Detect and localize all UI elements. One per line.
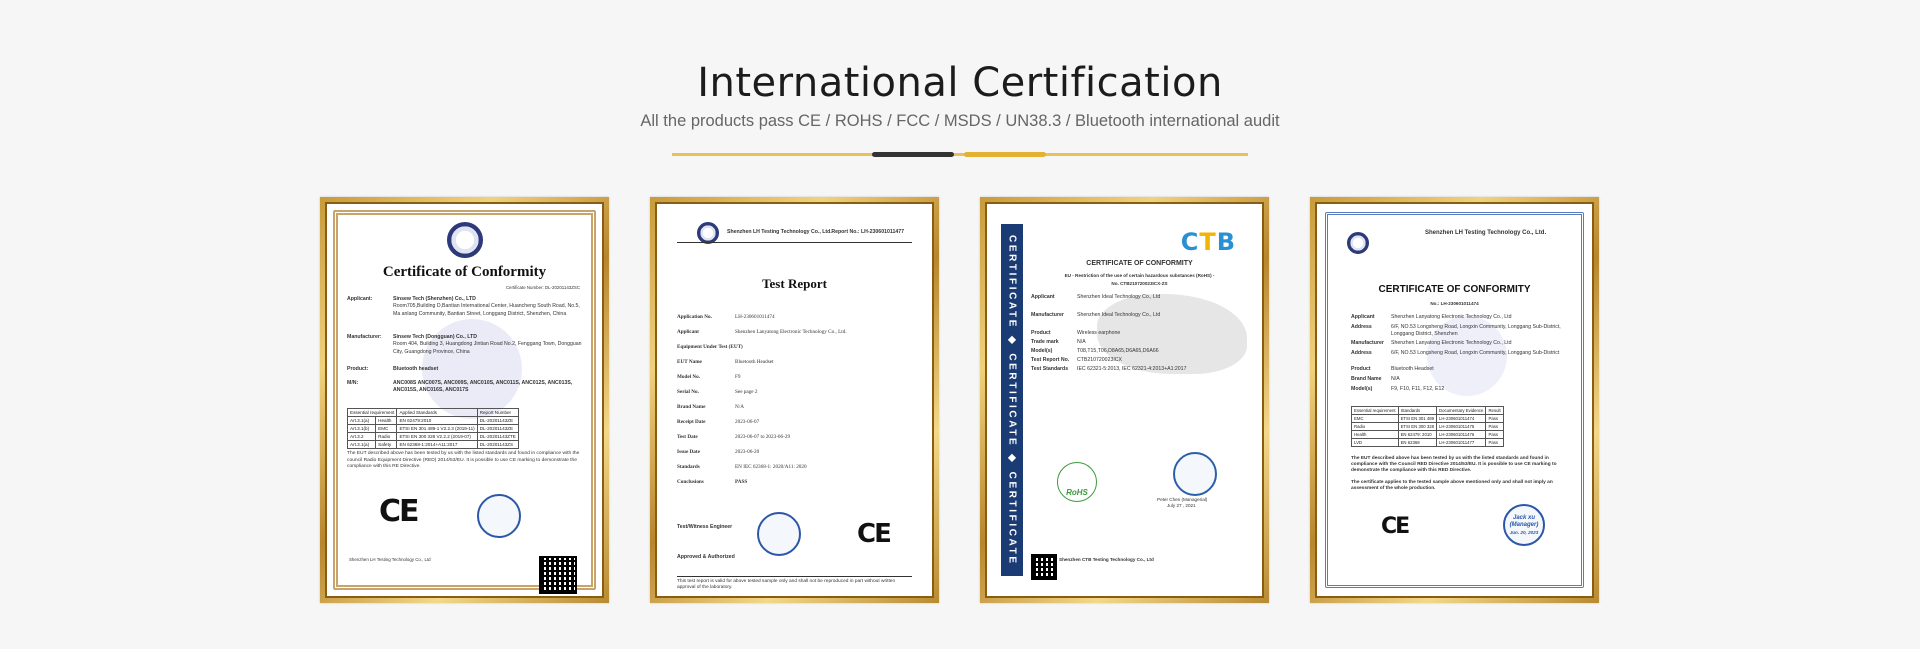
qr-code-icon bbox=[1031, 554, 1057, 580]
certificate-number: Certificate Number: DL-20201143ZSC bbox=[505, 285, 580, 290]
field-row: Model(s) T08,T15,T06,D8A65,D6A65,D6A66 bbox=[1031, 348, 1159, 354]
field-row: Applicant Shenzhen Lanyatong Electronic Technology Co., Ltd. bbox=[677, 329, 847, 335]
field-row: Brand Name N/A bbox=[677, 404, 744, 410]
field-row: Model(s) F9, F10, F11, F12, E12 bbox=[1351, 386, 1445, 392]
certificate-heading: CERTIFICATE OF CONFORMITY bbox=[1086, 260, 1193, 267]
field-row: Manufacturer Shenzhen Lanyatong Electronic Technology Co., Ltd bbox=[1351, 340, 1512, 346]
report-fields bbox=[677, 314, 912, 494]
certificate-card-4[interactable] bbox=[1310, 197, 1599, 603]
certificate-paper bbox=[985, 202, 1264, 598]
ornamental-border bbox=[1325, 212, 1584, 588]
signatory-name: Peter Chen (Managerial) bbox=[1157, 497, 1208, 502]
table-row: Health EN 62479: 2010 LH-230601011476 Pass bbox=[1352, 431, 1504, 439]
field-row: Brand Name N/A bbox=[1351, 376, 1400, 382]
field-row: Application No. LH-230601011474 bbox=[677, 314, 775, 320]
field-row: Model No. F9 bbox=[677, 374, 741, 380]
field-row: Applicant Shenzhen Lanyatong Electronic Technology Co., Ltd bbox=[1351, 314, 1512, 320]
certificate-heading: CERTIFICATE OF CONFORMITY bbox=[1378, 284, 1531, 295]
certificate-number: No. CTB210720023ICX-ZS bbox=[1111, 281, 1168, 286]
ce-mark-icon: CE bbox=[379, 494, 418, 529]
page-title: International Certification bbox=[697, 60, 1223, 106]
field-row: Applicant Shenzhen Ideal Technology Co., Ltd bbox=[1031, 294, 1161, 300]
field-row: Serial No. See page 2 bbox=[677, 389, 758, 395]
stamp-date: Jun. 20, 2023 bbox=[1509, 529, 1539, 535]
compliance-statement: The EUT described above has been tested by us with the listed standards and found in compliance with the Council RED Directive 2014/53/EU. It is possible to use CE marking to demonstrate the compliance with this RED Directive. bbox=[1351, 456, 1557, 474]
certificate-card-3[interactable] bbox=[980, 197, 1269, 603]
field-row: Trade mark N/A bbox=[1031, 339, 1086, 345]
issue-date: July 27 , 2021 bbox=[1167, 503, 1196, 508]
manufacturer-row: Manufacturer: Sinsew Tech (Dongguan) Co., LTD Room 404, Building 3, Huangdong Jintian Road No.2, Fenggang Town, Dongguan City, Guangdong Province, China bbox=[347, 334, 582, 355]
standards-table bbox=[347, 408, 519, 449]
field-row: Test Report No. CTB210720023ICX bbox=[1031, 357, 1122, 363]
report-heading: Test Report bbox=[762, 276, 827, 291]
field-row: Test Date 2023-06-07 to 2023-06-29 bbox=[677, 434, 791, 440]
applicant-row: Applicant: Sinsew Tech (Shenzhen) Co., LTD Room705,Building D,Bantian International Center, Huancheng South Road, No.5, Ma anlang Community, Bantian Street, Longgang District, Shenzhen, China bbox=[347, 296, 580, 317]
company-name: Shenzhen LH Testing Technology Co., Ltd. bbox=[727, 229, 832, 235]
field-row: Test Standards IEC 62321-5:2013, IEC 62321-4:2013+A1:2017 bbox=[1031, 366, 1187, 372]
page-subtitle: All the products pass CE / ROHS / FCC / MSDS / UN38.3 / Bluetooth international audit bbox=[640, 112, 1280, 130]
ctb-logo-icon: CTB bbox=[1180, 228, 1236, 256]
issuer-logo-icon bbox=[447, 222, 483, 258]
ce-mark-icon: CE bbox=[1381, 514, 1409, 539]
lh-testing-logo-icon bbox=[697, 222, 719, 244]
table-row: Radio ETSI EN 300 328 LH-230601011475 Pass bbox=[1352, 423, 1504, 431]
table-row: EMC ETSI EN 301 489 LH-230601011474 Pass bbox=[1352, 415, 1504, 423]
report-footer: This test report is valid for above tested sample only and shall not be reproduced in part without written approval of the laboratory. bbox=[677, 576, 912, 591]
field-row: Address 6/F, NO.53 Longsheng Road, Longxin Community, Longgang Sub-District bbox=[1351, 350, 1560, 356]
witness-label: Test/Witness Engineer bbox=[677, 524, 733, 530]
field-row: Issue Date 2023-06-20 bbox=[677, 449, 760, 455]
applicant-address: Room705,Building D,Bantian International Center, Huancheng South Road, No.5, Ma anlang Community, Bantian Street, Longgang District, Shenzhen, China bbox=[393, 303, 580, 317]
company-name: Shenzhen LH Testing Technology Co., Ltd. bbox=[1425, 230, 1547, 236]
certificate-paper bbox=[1315, 202, 1594, 598]
official-stamp-icon bbox=[477, 494, 521, 538]
field-row: Equipment Under Test (EUT) bbox=[677, 344, 743, 350]
manufacturer-address: Room 404, Building 3, Huangdong Jintian Road No.2, Fenggang Town, Dongguan City, Guangdong Province, China bbox=[393, 341, 582, 355]
certificate-card-1[interactable] bbox=[320, 197, 609, 603]
field-row: EUT Name Bluetooth Headset bbox=[677, 359, 774, 365]
field-row: Receipt Date 2023-06-07 bbox=[677, 419, 760, 425]
stamp-name: Jack xu bbox=[1512, 514, 1536, 521]
table-header-row: Essential requirement Standards Documentary Evidence Result bbox=[1352, 407, 1504, 415]
ctb-stamp-icon bbox=[1173, 452, 1217, 496]
approved-label: Approved & Authorized bbox=[677, 554, 735, 560]
divider-accent-dark bbox=[872, 152, 954, 157]
divider-accent-gold bbox=[964, 152, 1046, 157]
compliance-statement: The EUT described above has been tested by us with the listed standards and found in compliance with the council Radio Equipment Directive (RED) 2014/53/EU. It is possible to use CE marking to demonstrate the compliance with this RE Directive. bbox=[347, 451, 580, 470]
field-row: Conclusions PASS bbox=[677, 479, 748, 485]
sample-statement: The certificate applies to the tested sample above mentioned only and shall not imply an assessment of the whole production. bbox=[1351, 480, 1553, 492]
certificate-heading: Certificate of Conformity bbox=[382, 264, 547, 280]
field-row: Manufacturer Shenzhen Ideal Technology Co., Ltd bbox=[1031, 312, 1161, 318]
field-row: Address 6/F, NO.53 Longsheng Road, Longxin Community, Longgang Sub-District, Longgang District, Shenzhen bbox=[1351, 324, 1561, 338]
certificate-subheading: EU - Restriction of the use of certain hazardous substances (RoHS) - bbox=[1064, 273, 1215, 278]
issuer-footer: Shenzhen LH Testing Technology Co., Ltd bbox=[349, 557, 431, 562]
manager-stamp-icon bbox=[1503, 504, 1545, 546]
certificate-side-banner: CERTIFICATE ◆ CERTIFICATE ◆ CERTIFICATE bbox=[1001, 224, 1023, 576]
field-row: Standards EN IEC 62368-1: 2020/A11: 2020 bbox=[677, 464, 807, 470]
certificate-fields bbox=[1031, 294, 1248, 384]
standards-table bbox=[1351, 406, 1504, 447]
ce-mark-icon: CE bbox=[857, 519, 890, 549]
certificate-paper bbox=[655, 202, 934, 598]
field-row: Product Wireless earphone bbox=[1031, 330, 1121, 336]
engineer-stamp-icon bbox=[757, 512, 801, 556]
applicant-name: Sinsew Tech (Shenzhen) Co., LTD bbox=[393, 296, 476, 302]
field-row: Product Bluetooth Headset bbox=[1351, 366, 1434, 372]
certificate-fields bbox=[1351, 314, 1568, 396]
table-row: Art.3.2 Radio ETSI EN 300 328 V2.2.2 (2019-07) DL-20201143ZTE bbox=[348, 433, 519, 441]
table-row: Art.3.1(b) EMC ETSI EN 301 489-1 V2.2.3 (2019-11) DL-20201143ZE bbox=[348, 425, 519, 433]
table-row: Art.3.1(a) Safety EN 62368-1:2014+A11:2017 DL-20201143ZS bbox=[348, 441, 519, 449]
issuer-footer: Shenzhen CTB Testing Technology Co., Ltd bbox=[1059, 557, 1154, 562]
qr-code-icon bbox=[539, 556, 577, 594]
table-header-row: Essential requirement Applied Standards Report Number bbox=[348, 409, 519, 417]
rohs-logo-icon: RoHS bbox=[1057, 462, 1097, 502]
title-divider bbox=[672, 153, 1248, 156]
certificate-card-2[interactable] bbox=[650, 197, 939, 603]
certificate-paper: Certificate of Conformity Certificate Number: DL-20201143ZSC Applicant: Sinsew Tech (Shenzhen) Co., LTD Room705,Building D,Bantian International Center, Huancheng South Road, No.5, Ma anlang Community, Bantian Street, Longgang District, Shenzhen, China Manufacturer: Sinsew Tech (Dongguan) Co., LTD Room 404, Building 3, Huangdong Jintian Road No.2, Fenggang Town, Dongguan City, Guangdong Province, China Product: Bluetooth headset M/N: ANC008S ANC007S, ANC009S, ANC010S, ANC011S, ANC012S, ANC013S, ANC015S, ANC016S, ANC017S Essential requirement Applied Standards Report Number Art.3.1(a) Health EN 62479:2010 DL-20201143ZE Art.3.1(b) EMC ETSI EN 301 489-1 V2.2.3 (2019-11) DL-20201143ZE Art.3.2 Radio ETSI EN 300 328 V2.2.2 (2019-07) DL-20201143ZTE Art.3.1(a) Safety EN 62368-1:2014+A11:2017 DL-20201143ZS The EUT described above has been tested by us with the listed standards and found in compliance with the council Radio Equipment Directive (RED) 2014/53/EU. It is possible to use CE marking to demonstrate the compliance with this RE Directive. CE Shenzhen LH Testing Technology Co., Ltd bbox=[325, 202, 604, 598]
lh-testing-logo-icon bbox=[1347, 232, 1369, 254]
header-rule bbox=[677, 242, 912, 243]
manufacturer-name: Sinsew Tech (Dongguan) Co., LTD bbox=[393, 334, 477, 340]
stamp-role: (Manager) bbox=[1509, 521, 1539, 528]
model-row: M/N: ANC008S ANC007S, ANC009S, ANC010S, ANC011S, ANC012S, ANC013S, ANC015S, ANC016S, ANC017S bbox=[347, 380, 573, 394]
table-row: Art.3.1(a) Health EN 62479:2010 DL-20201143ZE bbox=[348, 417, 519, 425]
table-row: LVD EN 62368 LH-230601011477 Pass bbox=[1352, 439, 1504, 447]
certificate-number: No.: LH-230601011474 bbox=[1430, 301, 1479, 306]
report-number: Report No.: LH-230601011477 bbox=[831, 229, 904, 235]
